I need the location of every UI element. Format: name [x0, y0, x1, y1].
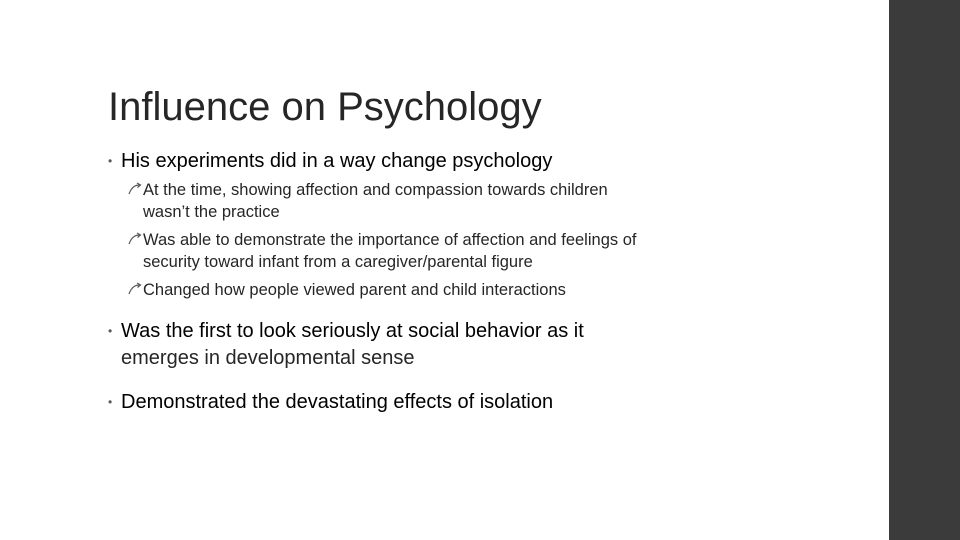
- subbullet-text-line2: security toward infant from a caregiver/parental figure: [143, 253, 533, 271]
- decorative-side-bar: [889, 0, 960, 540]
- subbullet-text-line1: Was able to demonstrate the importance of affection and feelings of: [143, 231, 637, 249]
- bullet-dot: •: [108, 395, 113, 409]
- bullet-dot: •: [108, 324, 113, 338]
- bullet-text-line1: Demonstrated the devastating effects of isolation: [121, 391, 554, 413]
- bullet-dot: •: [108, 154, 113, 168]
- bullet-item: [108, 318, 584, 344]
- subbullet-item: [127, 229, 636, 251]
- curved-arrow-bullet-icon: [127, 280, 143, 294]
- curved-arrow-bullet-icon: [127, 230, 143, 244]
- slide-title: Influence on Psychology: [108, 85, 542, 129]
- subbullet-text-line2: wasn’t the practice: [143, 203, 280, 221]
- subbullet-text-line1: Changed how people viewed parent and child interactions: [143, 281, 566, 299]
- bullet-text: His experiments did in a way change psychology: [121, 150, 553, 172]
- subbullet-item: [127, 279, 566, 301]
- bullet-text-line2: emerges in developmental sense: [121, 347, 415, 369]
- subbullet-text-line1: At the time, showing affection and compassion towards children: [143, 181, 608, 199]
- bullet-item: [108, 389, 553, 415]
- curved-arrow-bullet-icon: [127, 180, 143, 194]
- bullet-text-line1: Was the first to look seriously at social behavior as it: [121, 320, 584, 342]
- bullet-item: [108, 148, 552, 174]
- subbullet-item: [127, 179, 608, 201]
